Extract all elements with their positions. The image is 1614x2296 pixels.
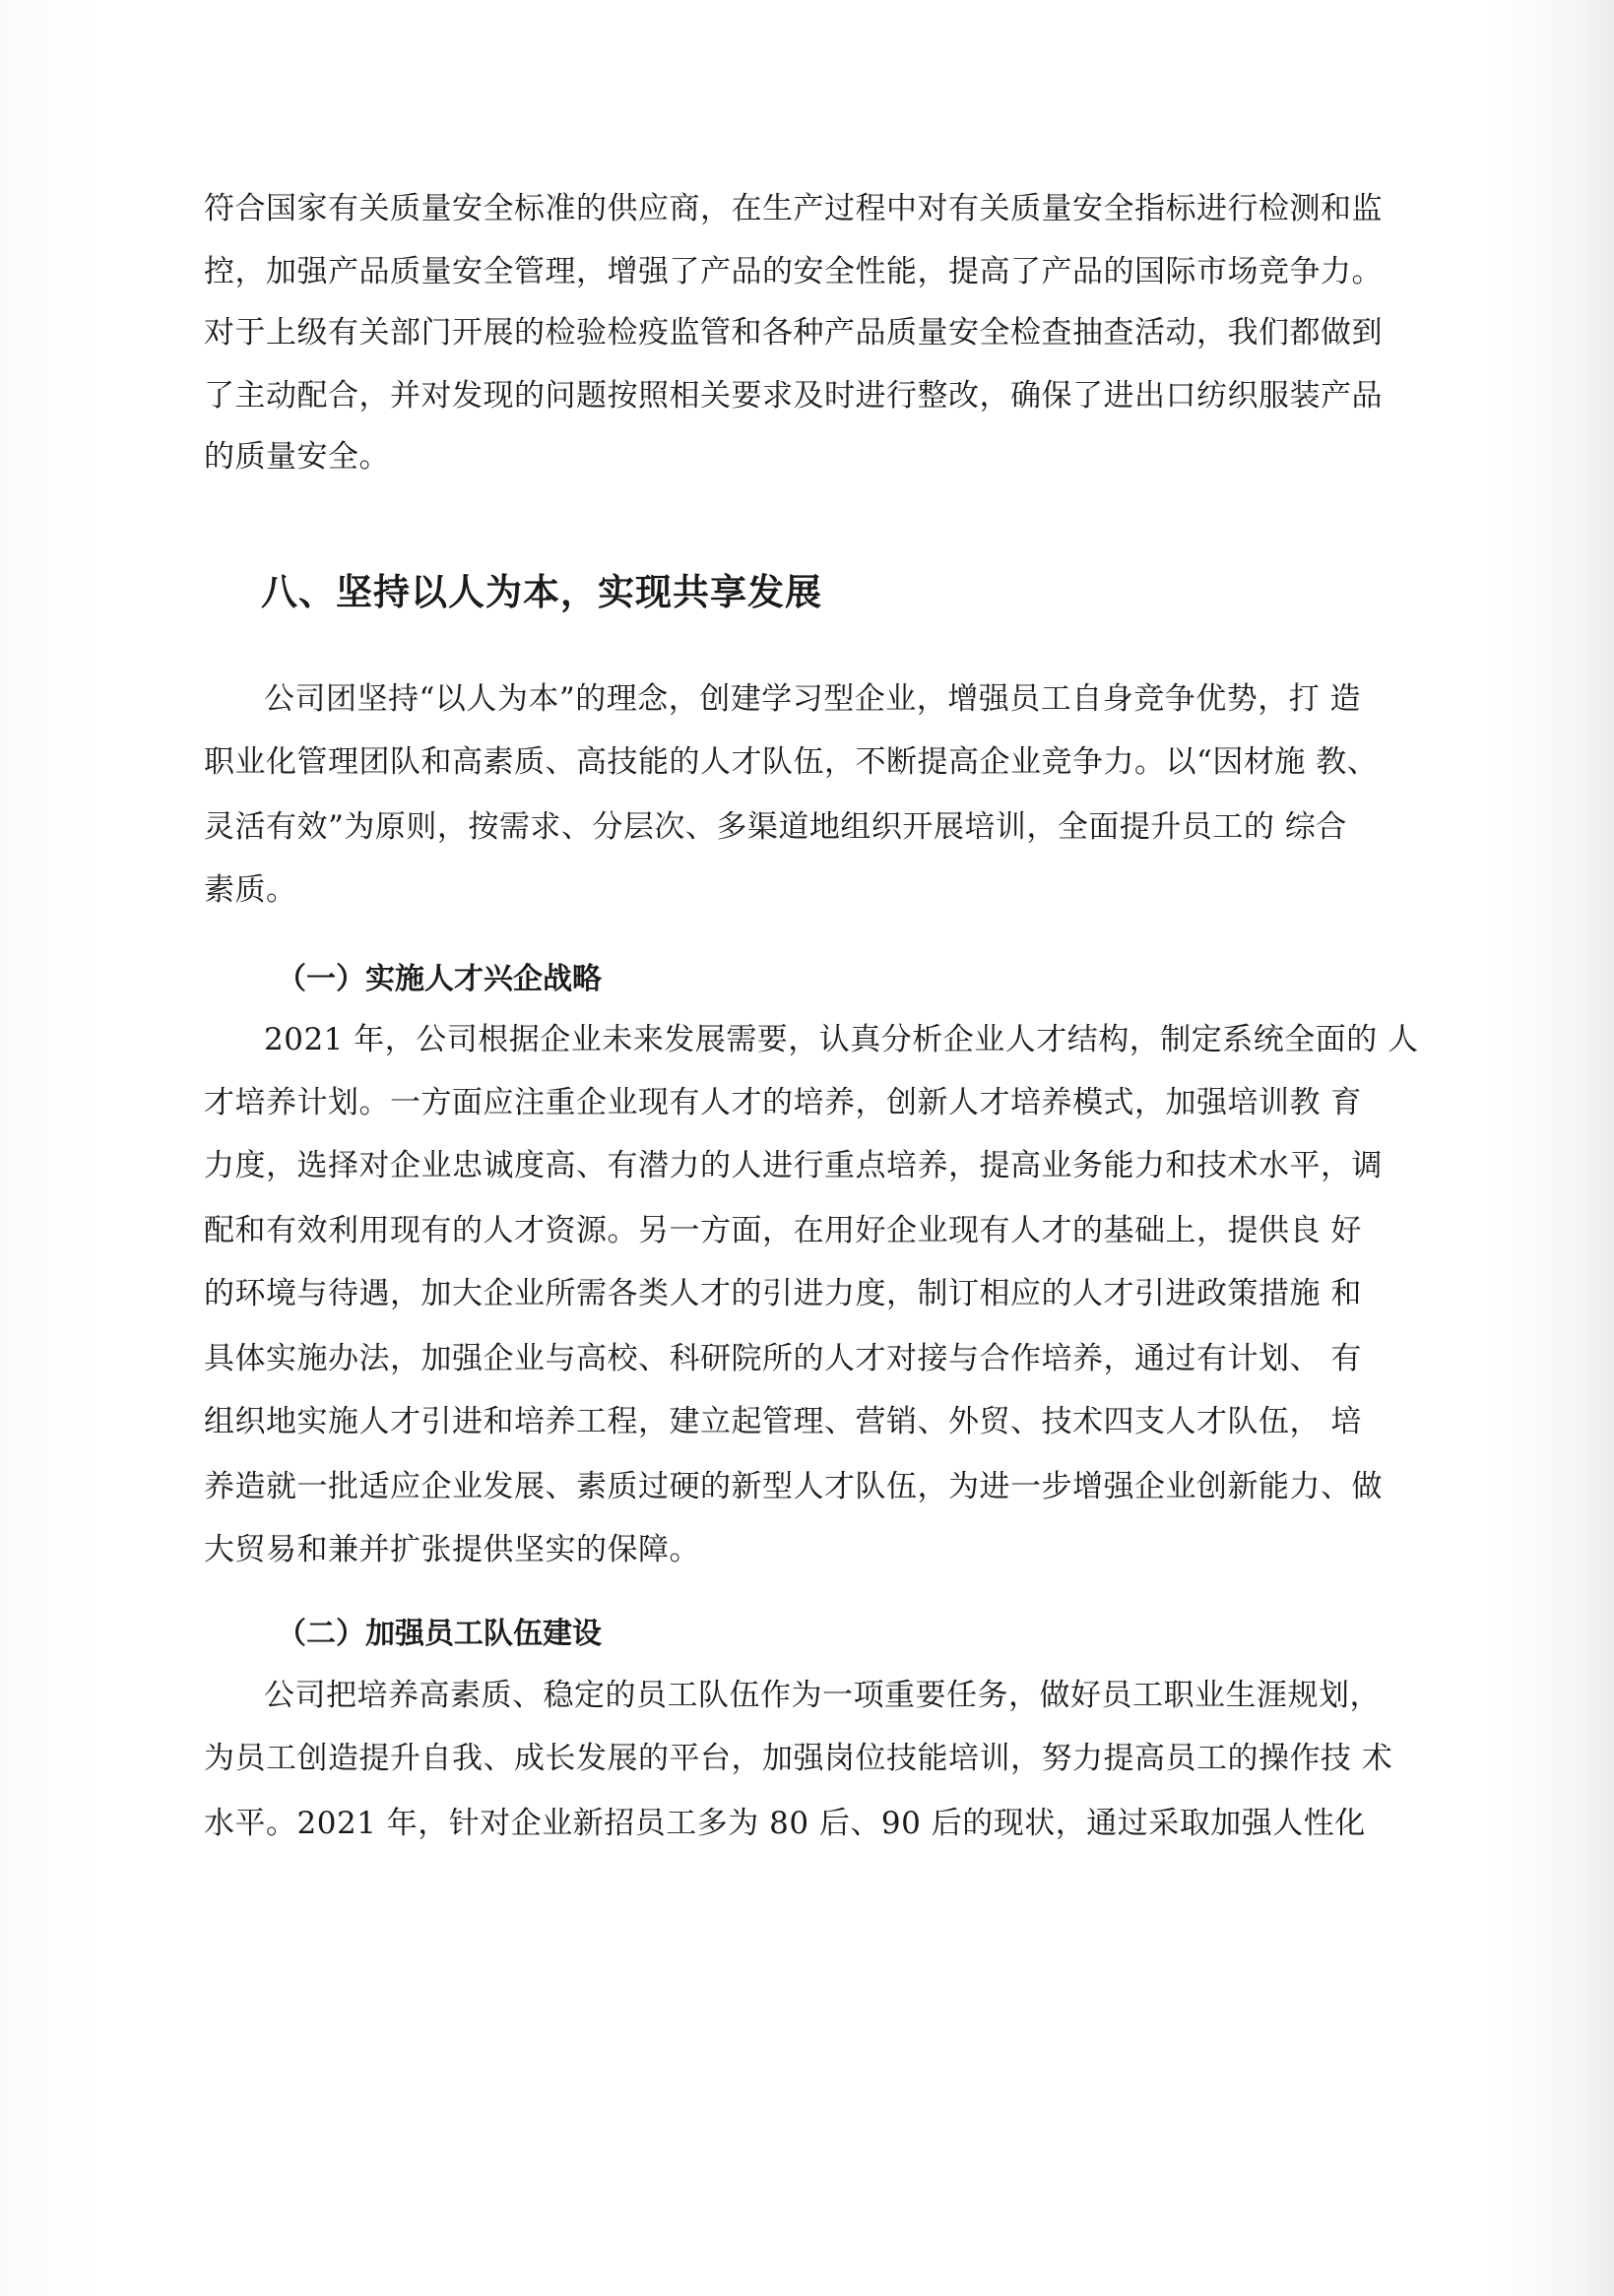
intro-line-4: 了主动配合，并对发现的问题按照相关要求及时进行整改，确保了进出口纺织服装产品 — [204, 378, 1383, 414]
sub2-line-2: 为员工创造提升自我、成长发展的平台，加强岗位技能培训，努力提高员工的操作技 术 — [204, 1741, 1393, 1776]
section-intro-line-4: 素质。 — [204, 872, 297, 908]
intro-line-2: 控，加强产品质量安全管理，增强了产品的安全性能，提高了产品的国际市场竞争力。 — [204, 254, 1383, 289]
sub1-line-2: 才培养计划。一方面应注重企业现有人才的培养，创新人才培养模式，加强培训教 育 — [204, 1085, 1362, 1120]
subsection-2-heading: （二）加强员工队伍建设 — [277, 1617, 602, 1651]
sub1-line-1: 2021 年，公司根据企业未来发展需要，认真分析企业人才结构，制定系统全面的 人 — [264, 1022, 1419, 1057]
sub1-line-6: 具体实施办法，加强企业与高校、科研院所的人才对接与合作培养，通过有计划、 有 — [204, 1341, 1362, 1376]
sub1-line-3: 力度，选择对企业忠诚度高、有潜力的人进行重点培养，提高业务能力和技术水平，调 — [204, 1148, 1383, 1183]
intro-line-1: 符合国家有关质量安全标准的供应商，在生产过程中对有关质量安全指标进行检测和监 — [204, 191, 1383, 226]
sub2-line-3: 水平。2021 年，针对企业新招员工多为 80 后、90 后的现状，通过采取加强人性化 — [204, 1806, 1366, 1841]
sub2-line-1: 公司把培养高素质、稳定的员工队伍作为一项重要任务，做好员工职业生涯规划， — [264, 1678, 1381, 1713]
section-intro-line-3: 灵活有效”为原则，按需求、分层次、多渠道地组织开展培训，全面提升员工的 综合 — [204, 809, 1347, 845]
section-intro-line-1: 公司团坚持“以人为本”的理念，创建学习型企业，增强员工自身竞争优势，打 造 — [264, 681, 1362, 717]
section-heading: 八、坚持以人为本，实现共享发展 — [261, 571, 822, 613]
intro-line-3: 对于上级有关部门开展的检验检疫监管和各种产品质量安全检查抽查活动，我们都做到 — [204, 315, 1383, 351]
subsection-1-heading: （一）实施人才兴企战略 — [277, 962, 602, 996]
sub1-line-8: 养造就一批适应企业发展、素质过硬的新型人才队伍，为进一步增强企业创新能力、做 — [204, 1469, 1383, 1504]
sub1-line-7: 组织地实施人才引进和培养工程，建立起管理、营销、外贸、技术四支人才队伍， 培 — [204, 1404, 1362, 1439]
section-intro-line-2: 职业化管理团队和高素质、高技能的人才队伍，不断提高企业竞争力。以“因材施 教、 — [204, 744, 1379, 780]
sub1-line-4: 配和有效利用现有的人才资源。另一方面，在用好企业现有人才的基础上，提供良 好 — [204, 1213, 1362, 1248]
scan-edge-shadow — [1575, 0, 1614, 2296]
sub1-line-9: 大贸易和兼并扩张提供坚实的保障。 — [204, 1532, 700, 1567]
sub1-line-5: 的环境与待遇，加大企业所需各类人才的引进力度，制订相应的人才引进政策措施 和 — [204, 1276, 1362, 1311]
intro-line-5: 的质量安全。 — [204, 439, 390, 475]
